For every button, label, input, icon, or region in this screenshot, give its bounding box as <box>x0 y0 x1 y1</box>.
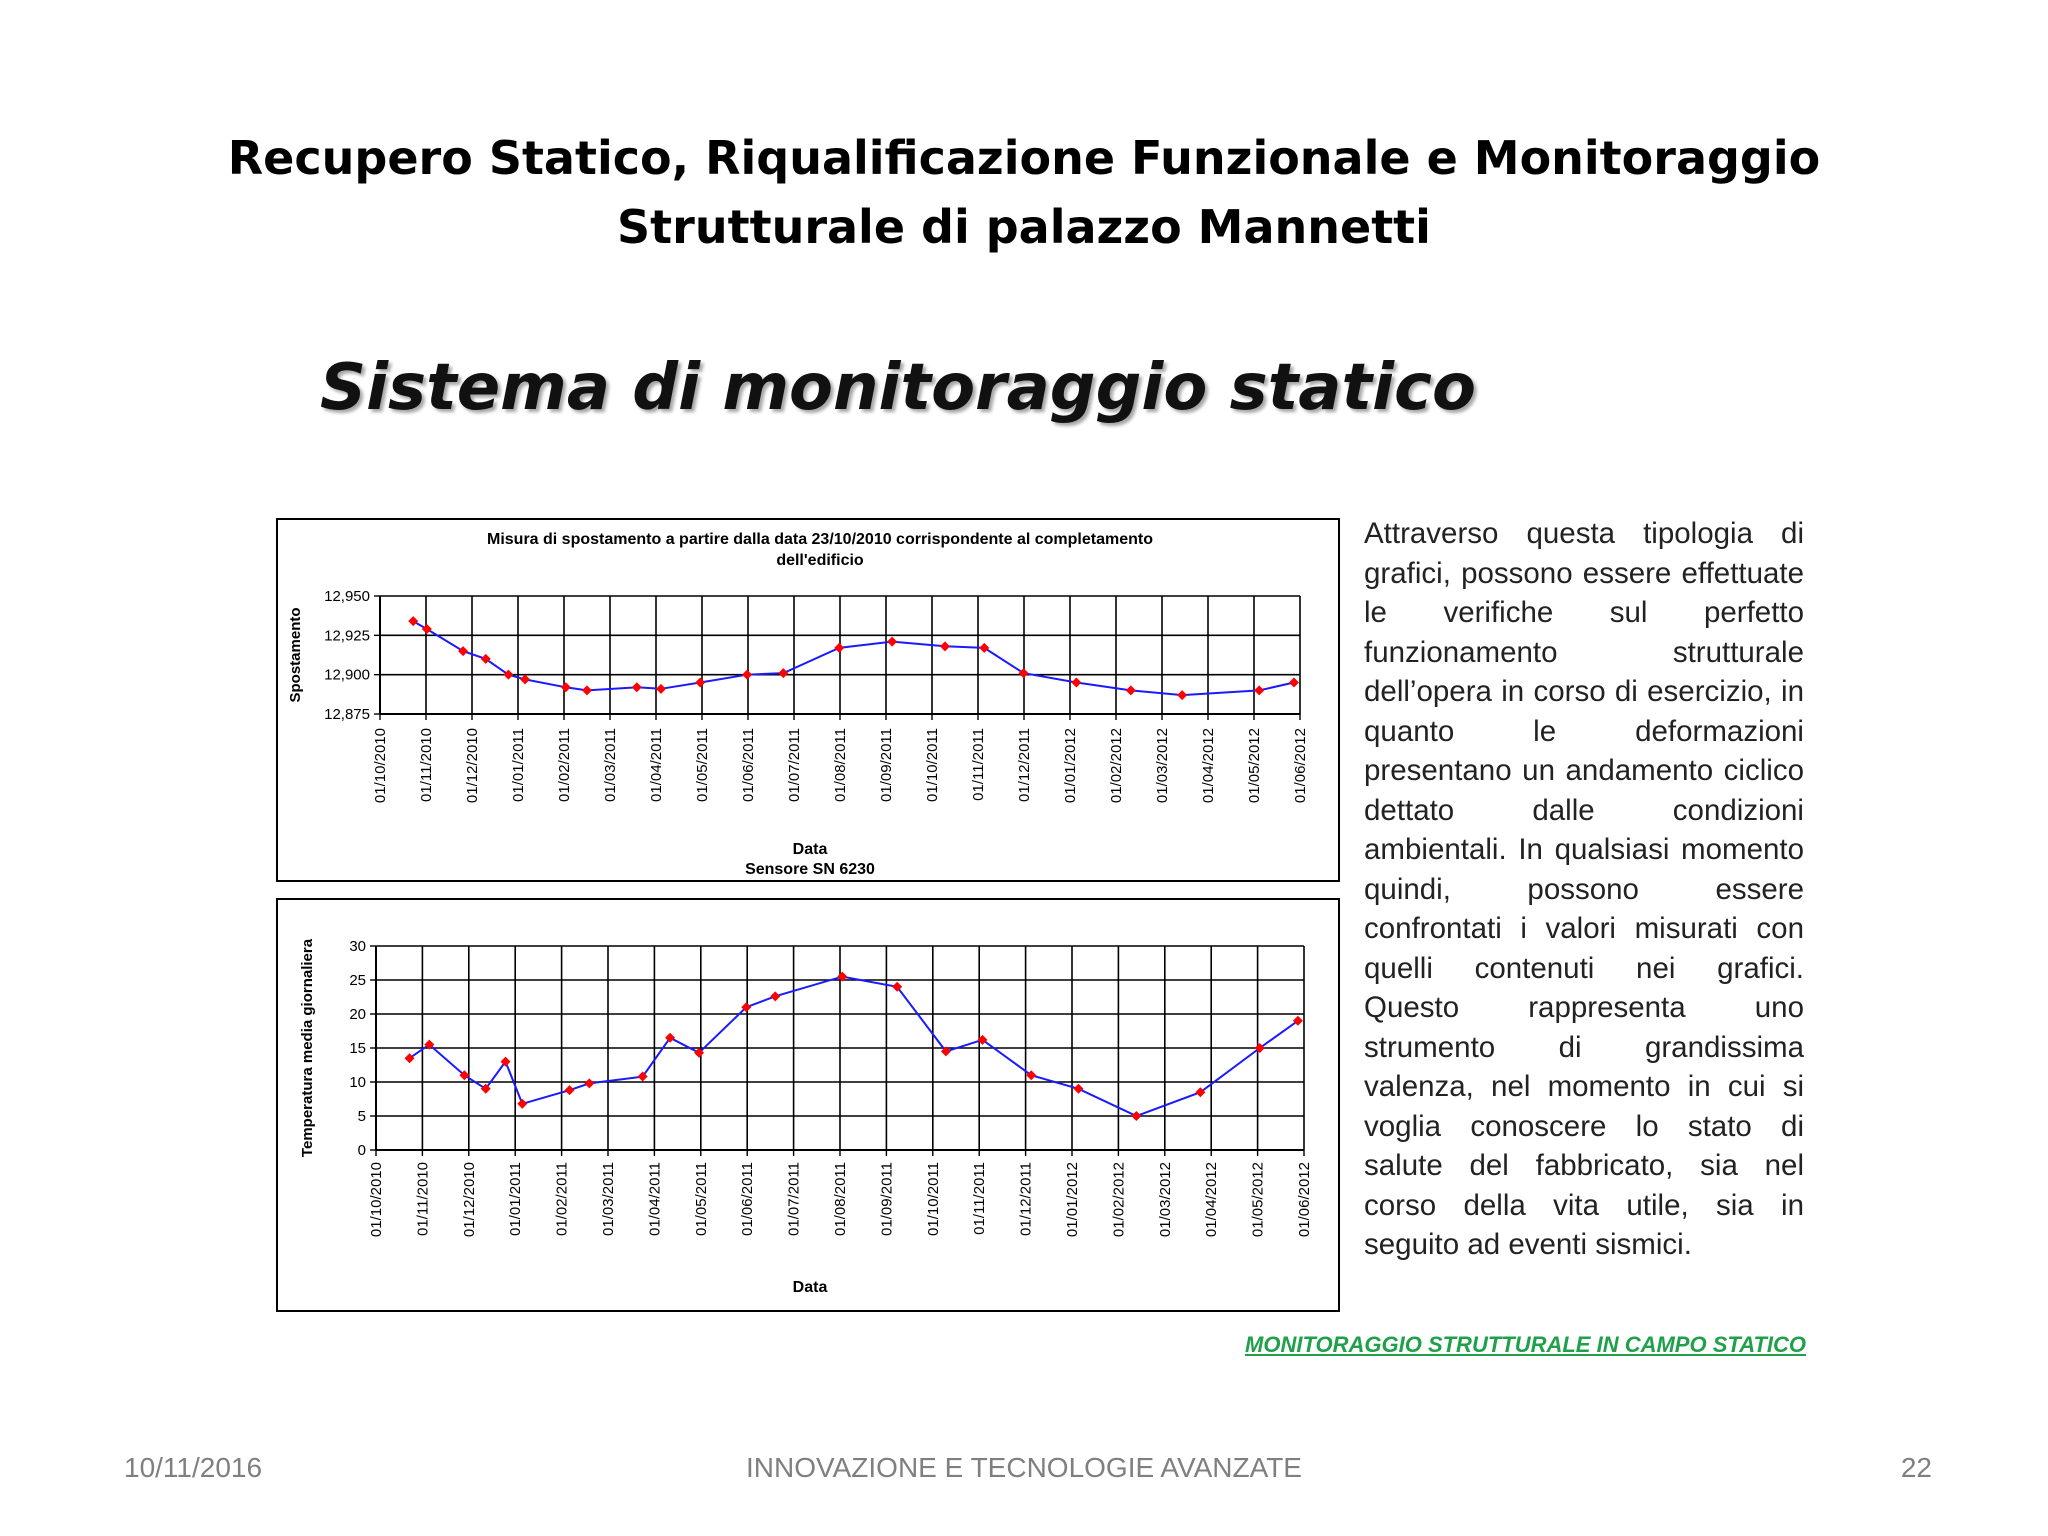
data-point <box>940 641 950 651</box>
data-point <box>582 685 592 695</box>
x-tick-label: 01/01/2012 <box>1062 728 1079 804</box>
data-point <box>584 1078 594 1088</box>
x-tick-label: 01/05/2011 <box>692 1162 710 1236</box>
displacement-chart-svg <box>278 520 1338 880</box>
x-tick-label: 01/09/2011 <box>878 1162 896 1236</box>
x-tick-label: 01/04/2012 <box>1200 728 1217 804</box>
data-point <box>517 1099 527 1109</box>
x-tick-label: 01/02/2012 <box>1110 1162 1128 1238</box>
x-tick-label: 01/06/2011 <box>740 728 757 802</box>
data-point <box>656 684 666 694</box>
x-tick-label: 01/02/2011 <box>556 728 573 802</box>
x-tick-label: 01/12/2011 <box>1017 1162 1035 1236</box>
x-tick-label: 01/07/2011 <box>786 728 803 802</box>
x-tick-label: 01/05/2011 <box>694 728 711 802</box>
x-tick-label: 01/06/2011 <box>739 1162 757 1236</box>
x-tick-label: 01/12/2010 <box>464 728 481 804</box>
data-point <box>1254 685 1264 695</box>
x-tick-label: 01/06/2012 <box>1292 728 1309 804</box>
data-point <box>1177 690 1187 700</box>
y-tick-label: 0 <box>357 1142 366 1159</box>
x-tick-label: 01/02/2012 <box>1108 728 1125 804</box>
y-tick-label: 12,900 <box>324 666 370 684</box>
data-point <box>778 668 788 678</box>
x-tick-label: 01/01/2012 <box>1064 1162 1081 1238</box>
data-point <box>695 678 705 688</box>
x-tick-label: 01/01/2011 <box>510 728 527 802</box>
x-tick-label: 01/11/2011 <box>971 1162 989 1235</box>
x-tick-label: 01/05/2012 <box>1249 1162 1267 1238</box>
x-tick-label: 01/08/2011 <box>832 1162 849 1236</box>
y-tick-label: 12,925 <box>324 627 370 645</box>
data-point <box>1131 1111 1141 1121</box>
x-tick-label: 01/04/2011 <box>648 728 665 802</box>
section-subtitle: Sistema di monitoraggio statico <box>320 351 1476 425</box>
x-tick-label: 01/03/2011 <box>602 728 619 802</box>
chart-title: Misura di spostamento a partire dalla data 23/10/2010 corrispondente al completamento dell'edificio <box>487 531 1153 569</box>
displacement-chart <box>276 518 1340 882</box>
data-point <box>887 637 897 647</box>
x-tick-label: 01/07/2011 <box>785 1162 803 1236</box>
temperature-chart-svg <box>278 900 1338 1310</box>
data-point <box>632 682 642 692</box>
data-point <box>458 646 468 656</box>
x-tick-label: 01/12/2011 <box>1016 728 1033 802</box>
x-tick-label: 01/06/2012 <box>1296 1162 1313 1238</box>
data-point <box>520 674 530 684</box>
x-tick-label: 01/08/2011 <box>832 728 849 802</box>
y-tick-label: 5 <box>357 1108 366 1125</box>
chart-sensor-label: Sensore SN 6230 <box>745 861 875 878</box>
y-tick-label: 20 <box>349 1006 366 1023</box>
footer-title: INNOVAZIONE E TECNOLOGIE AVANZATE <box>746 1452 1302 1483</box>
y-tick-label: 25 <box>349 972 366 989</box>
x-axis-title: Data <box>792 841 828 858</box>
data-point <box>1019 668 1029 678</box>
x-tick-label: 01/11/2011 <box>970 728 987 801</box>
y-tick-label: 15 <box>349 1040 366 1057</box>
x-tick-label: 01/11/2010 <box>418 728 435 802</box>
y-tick-label: 30 <box>349 938 366 955</box>
x-tick-label: 01/11/2010 <box>414 1162 432 1236</box>
data-point <box>742 670 752 680</box>
footer-date: 10/11/2016 <box>124 1452 263 1483</box>
temperature-chart <box>276 898 1340 1312</box>
data-point <box>565 1085 575 1095</box>
data-point <box>770 991 780 1001</box>
data-point <box>1289 678 1299 688</box>
x-tick-label: 01/10/2011 <box>924 1162 942 1236</box>
page-number: 22 <box>1900 1452 1932 1483</box>
description-paragraph: Attraverso questa tipologia di grafici, possono essere effettuate le verifiche sul perfetto funzionamento strutturale dell’opera in corso di esercizio, in quanto le deformazioni presentano un andamento ciclico dettato dalle condizioni ambientali. In qualsiasi momento quindi, possono essere confrontati i valori misurati con quelli contenuti nei grafici. Questo rappresenta uno strumento di grandissima valenza, nel momento in cui si voglia conoscere lo stato di salute del fabbricato, sia nel corso della vita utile, sia in seguito ad eventi sismici. <box>1364 517 1804 1261</box>
x-tick-label: 01/02/2011 <box>553 1162 571 1236</box>
y-tick-label: 10 <box>349 1074 366 1091</box>
x-tick-label: 01/01/2011 <box>507 1162 525 1236</box>
x-tick-label: 01/04/2011 <box>646 1162 664 1236</box>
data-point <box>834 643 844 653</box>
y-axis-title: Temperatura media giornaliera <box>299 938 316 1158</box>
x-tick-label: 01/03/2012 <box>1154 728 1171 804</box>
x-tick-label: 01/03/2011 <box>600 1162 617 1236</box>
data-point <box>1126 685 1136 695</box>
data-point <box>1073 1084 1083 1094</box>
data-point <box>561 682 571 692</box>
data-point <box>422 624 432 634</box>
x-tick-label: 01/10/2011 <box>924 728 941 802</box>
x-tick-label: 01/04/2012 <box>1203 1162 1221 1238</box>
y-tick-label: 12,875 <box>324 706 370 723</box>
x-tick-label: 01/03/2012 <box>1156 1162 1174 1238</box>
data-point <box>1071 678 1081 688</box>
monitoring-link[interactable]: MONITORAGGIO STRUTTURALE IN CAMPO STATICO <box>1245 1332 1806 1357</box>
x-tick-label: 01/09/2011 <box>878 728 895 802</box>
x-tick-label: 01/10/2010 <box>372 728 389 804</box>
x-axis-title: Data <box>792 1279 828 1296</box>
slide-title: Recupero Statico, Riqualificazione Funzionale e Monitoraggio Strutturale di palazzo Mannetti <box>227 131 1821 254</box>
data-point <box>408 616 418 626</box>
y-tick-label: 12,950 <box>324 588 370 605</box>
data-point <box>979 643 989 653</box>
y-axis-title: Spostamento <box>287 607 304 703</box>
x-tick-label: 01/05/2012 <box>1246 728 1263 804</box>
x-tick-label: 01/10/2010 <box>368 1162 385 1238</box>
x-tick-label: 01/12/2010 <box>460 1162 478 1238</box>
